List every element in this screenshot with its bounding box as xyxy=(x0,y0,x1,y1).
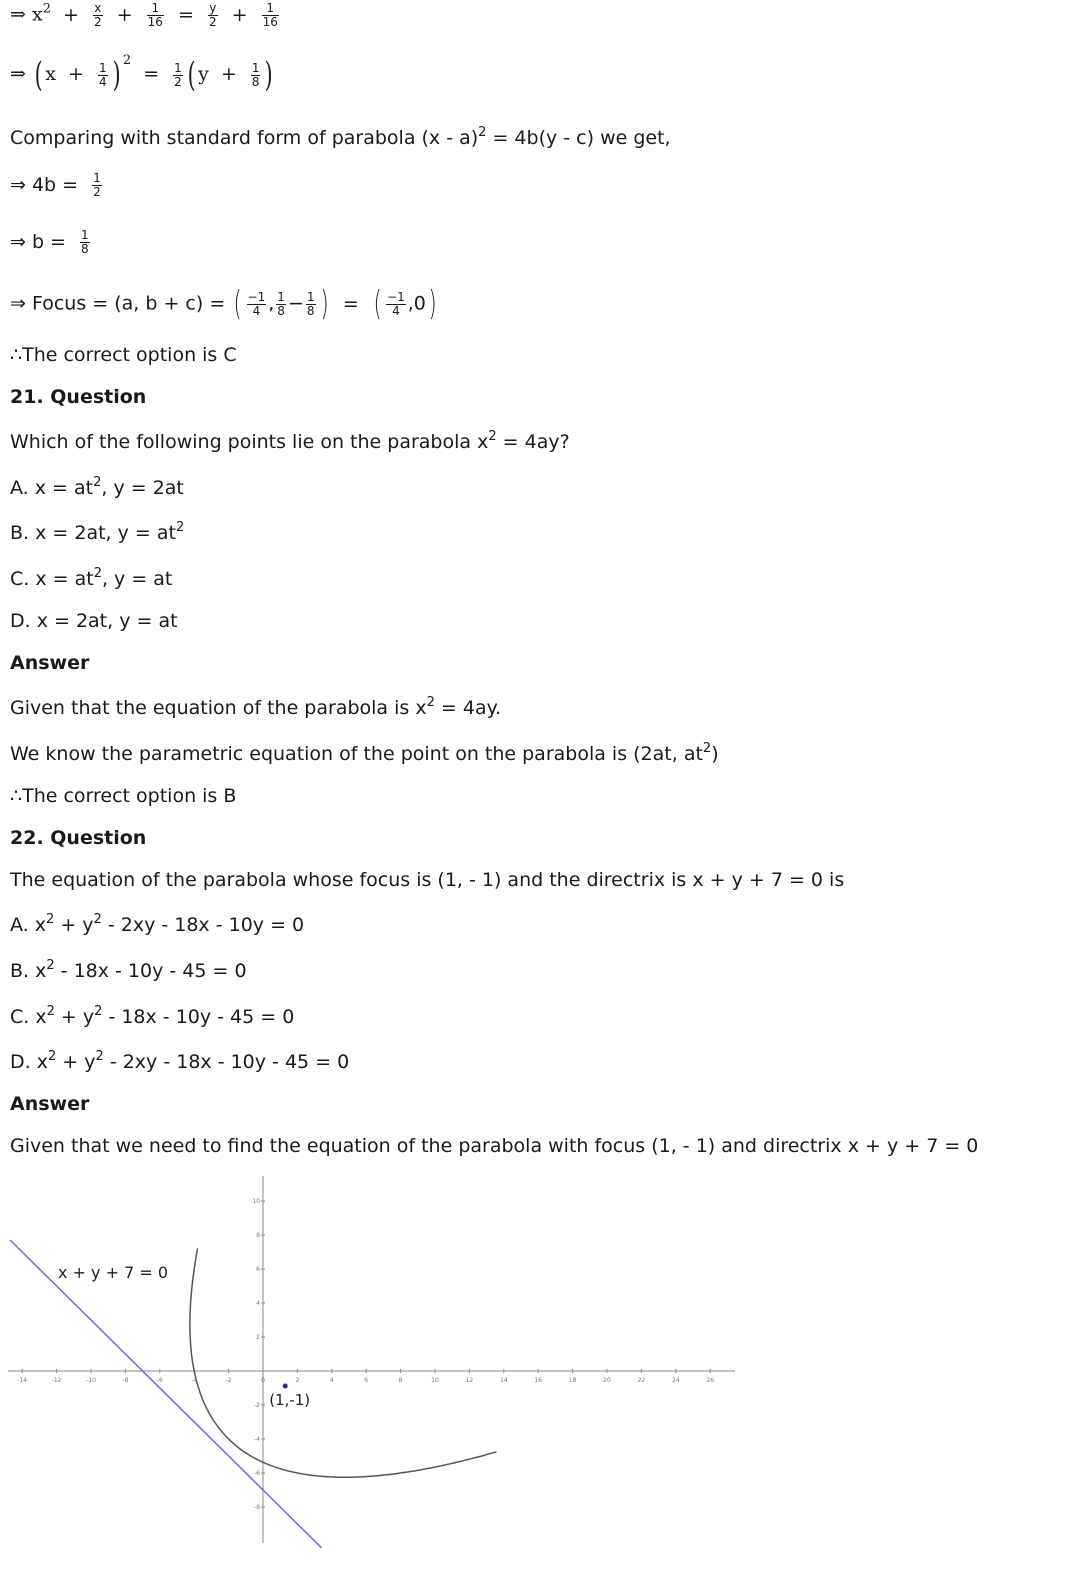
x-tick-label: 14 xyxy=(499,1377,508,1384)
x-tick-label: 18 xyxy=(568,1377,577,1384)
conclusion-c: ∴The correct option is C xyxy=(10,344,237,366)
x-tick-label: 22 xyxy=(637,1377,646,1384)
x-tick-label: 10 xyxy=(431,1377,439,1384)
graph-axes xyxy=(8,1176,735,1543)
y-tick-label: -4 xyxy=(254,1436,260,1443)
x-tick-label: -2 xyxy=(225,1377,232,1384)
y-tick-label: 2 xyxy=(256,1334,260,1341)
answer-21-param: We know the parametric equation of the point on the parabola is (2at, $at^2$) xyxy=(10,741,719,765)
question-22-title: 22. Question xyxy=(10,827,147,849)
question-21-title: 21. Question xyxy=(10,386,147,408)
x-tick-label: 6 xyxy=(364,1377,369,1384)
x-tick-label: -10 xyxy=(86,1377,96,1384)
x-tick-label: 12 xyxy=(465,1377,474,1384)
parabola-curve xyxy=(190,1249,497,1478)
x-tick-label: -14 xyxy=(17,1377,28,1384)
question-21-text: Which of the following points lie on the parabola $x^2 = 4ay$? xyxy=(10,429,570,453)
parabola-graph xyxy=(0,1168,760,1548)
x-tick-label: -6 xyxy=(156,1377,163,1384)
option-21-d: D. x = 2at, y = at xyxy=(10,610,178,632)
option-21-c: C. $x = at^2$, y = at xyxy=(10,566,173,590)
conclusion-b: ∴The correct option is B xyxy=(10,785,237,807)
y-tick-label: 8 xyxy=(256,1232,260,1239)
focus-equation: ⇒ Focus = (a, b + c) = ( $\frac{-1}{4}$ , $\frac{1}{8}$ − $\frac{1}{8}$ ) = ( $\frac{-1}{4}$ ,0) xyxy=(10,284,437,324)
x-tick-label: 0 xyxy=(261,1377,265,1384)
x-tick-label: 2 xyxy=(295,1377,300,1384)
focus-point xyxy=(283,1384,288,1389)
directrix-label: x + y + 7 = 0 xyxy=(58,1263,169,1282)
option-22-b: B. $x^2 - 18x - 10y - 45 = 0$ xyxy=(10,958,247,982)
y-tick-label: 10 xyxy=(252,1198,260,1205)
focus-label: (1,-1) xyxy=(269,1391,311,1409)
option-21-a: A. $x = at^2$, y = 2at xyxy=(10,475,184,499)
x-tick-label: 24 xyxy=(671,1377,680,1384)
y-tick-label: 4 xyxy=(256,1300,260,1307)
answer-22-heading: Answer xyxy=(10,1093,90,1115)
four-b-equation: ⇒ 4b = $\frac{1}{2}$ xyxy=(10,171,101,199)
y-tick-label: -8 xyxy=(254,1504,260,1511)
compare-text: Comparing with standard form of parabola (x - a)$^2$ = 4b(y - c) we get, xyxy=(10,125,671,149)
step1-equation: ⇒ $x^2$ + $\frac{x}{2}$ + $\frac{1}{16}$ = $\frac{y}{2}$ + $\frac{1}{16}$ xyxy=(10,1,278,29)
answer-22-given: Given that we need to find the equation of the parabola with focus (1, - 1) and directrix x + y + 7 = 0 xyxy=(10,1135,979,1157)
x-tick-label: -8 xyxy=(122,1377,129,1384)
question-22-text: The equation of the parabola whose focus is (1, - 1) and the directrix is x + y + 7 = 0 is xyxy=(10,869,845,891)
option-21-b: B. x = 2at, $y = at^2$ xyxy=(10,520,185,544)
y-tick-label: -6 xyxy=(254,1470,260,1477)
b-equation: ⇒ b = $\frac{1}{8}$ xyxy=(10,228,89,256)
y-tick-label: -2 xyxy=(254,1402,260,1409)
x-tick-label: 26 xyxy=(706,1377,715,1384)
option-22-a: A. $x^2 + y^2 - 2xy - 18x - 10y = 0$ xyxy=(10,912,305,936)
option-22-d: D. $x^2 + y^2 - 2xy - 18x - 10y - 45 = 0$ xyxy=(10,1049,350,1073)
option-22-c: C. $x^2 + y^2 - 18x - 10y - 45 = 0$ xyxy=(10,1004,295,1028)
y-tick-label: 6 xyxy=(256,1266,260,1273)
answer-21-heading: Answer xyxy=(10,652,90,674)
x-tick-label: -4 xyxy=(191,1377,198,1384)
graph-ticks xyxy=(17,1198,714,1511)
x-tick-label: 8 xyxy=(398,1377,403,1384)
x-tick-label: 16 xyxy=(534,1377,543,1384)
answer-21-given: Given that the equation of the parabola is $x^2 = 4ay$. xyxy=(10,695,502,719)
x-tick-label: 20 xyxy=(603,1377,611,1384)
x-tick-label: 4 xyxy=(329,1377,334,1384)
step2-equation: ⇒ ( x + $\frac{1}{4}$ ) $^2$ = $\frac{1}{2}$ ( y + $\frac{1}{8}$ ) xyxy=(10,53,274,95)
x-tick-label: -12 xyxy=(51,1377,62,1384)
